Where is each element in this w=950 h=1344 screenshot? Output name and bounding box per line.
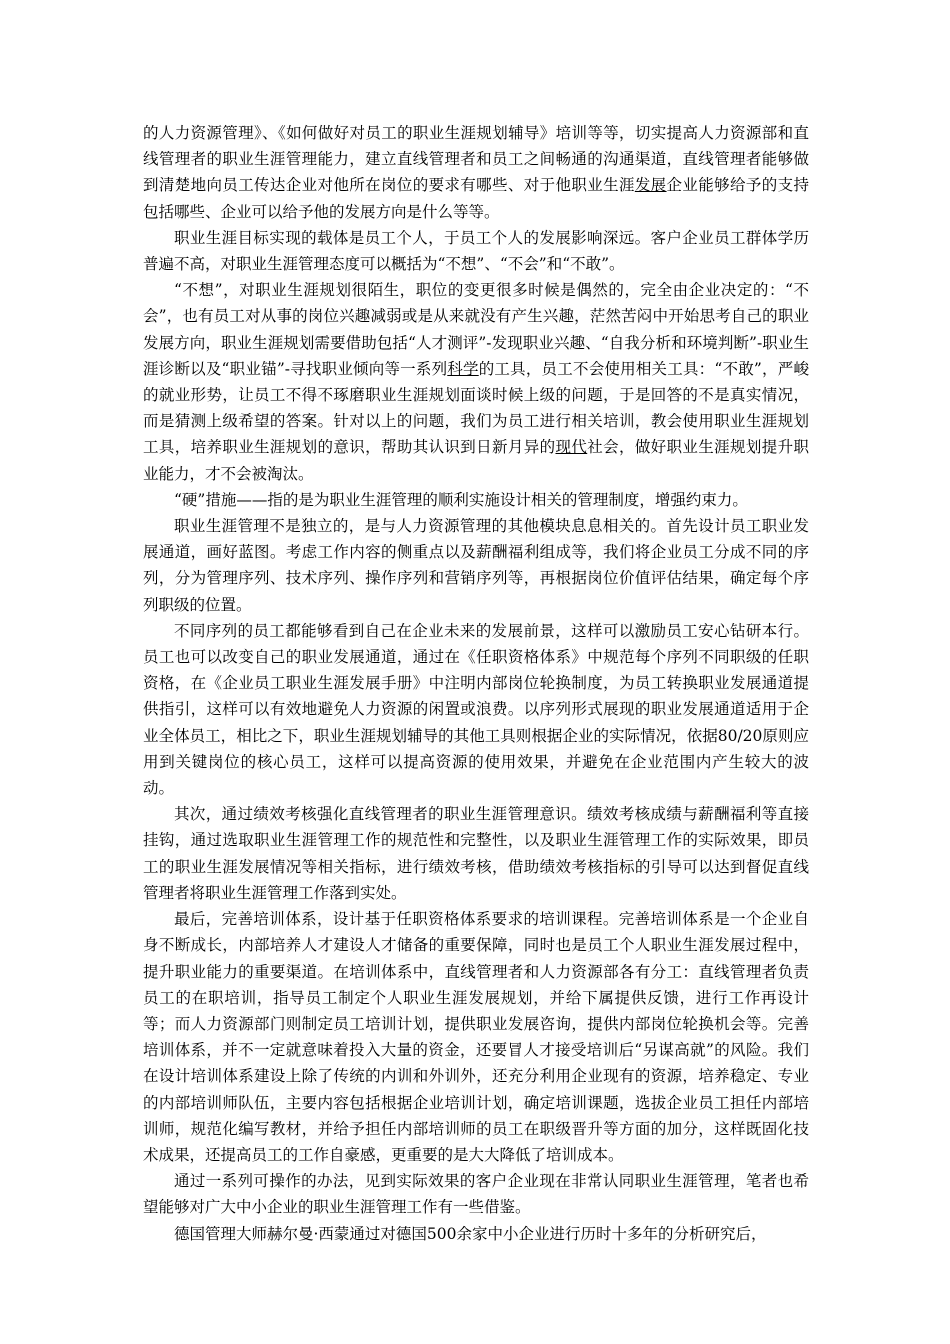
text-run: 企业能够给予的支持包括哪些、企业可以给予他的发展方向是什么等等。 [143,176,809,221]
paragraph-5 [143,513,809,618]
text-run: 职业生涯管理不是独立的，是与人力资源管理的其他模块息息相关的。首先设计员工职业发展通道，画好蓝图。考虑工作内容的侧重点以及薪酬福利组成等，我们将企业员工分成不同的序列，分为管理序列、技术序列、操作序列和营销序列等，再根据岗位价值评估结果，确定每个序列职级的位置。 [143,517,809,614]
paragraph-4 [143,487,809,513]
paragraph-3 [143,277,809,487]
paragraph-7 [143,801,809,906]
paragraph-1 [143,120,809,225]
text-run: 通过一系列可操作的办法，见到实际效果的客户企业现在非常认同职业生涯管理，笔者也希望能够对广大中小企业的职业生涯管理工作有一些借鉴。 [143,1172,809,1217]
text-run: “不想”，对职业生涯规划很陌生，职位的变更很多时候是偶然的，完全由企业决定的：“不会”，也有员工对从事的岗位兴趣减弱或是从来就没有产生兴趣，茫然苦闷中开始思考自己的职业发展方向，职业生涯规划需要借助包括“人才测评”-发现职业兴趣、“自我分析和环境判断”-职业生涯诊断以及“职业锚”-寻找职业倾向等一系列 [143,281,809,378]
text-run: 职业生涯目标实现的载体是员工个人，于员工个人的发展影响深远。客户企业员工群体学历普遍不高，对职业生涯管理态度可以概括为“不想”、“不会”和“不敢”。 [143,228,809,274]
text-run: 的工具，员工不会使用相关工具：“不敢”，严峻的就业形势，让员工不得不琢磨职业生涯规划面谈时候上级的问题，于是回答的不是真实情况，而是猜测上级希望的答案。针对以上的问题，我们为员工进行相关培训，教会使用职业生涯规划工具，培养职业生涯规划的意识，帮助其认识到日新月异的 [143,359,809,457]
paragraph-9 [143,1168,809,1220]
link-xiandai[interactable]: 现代 [555,438,588,457]
paragraph-8 [143,906,809,1168]
text-run: 德国管理大师赫尔曼·西蒙通过对德国500余家中小企业进行历时十多年的分析研究后， [174,1224,767,1243]
document-page [143,120,809,1247]
text-run: 其次，通过绩效考核强化直线管理者的职业生涯管理意识。绩效考核成绩与薪酬福利等直接挂钩，通过选取职业生涯管理工作的规范性和完整性，以及职业生涯管理工作的实际效果，即员工的职业生涯发展情况等相关指标，进行绩效考核，借助绩效考核指标的引导可以达到督促直线管理者将职业生涯管理工作落到实处。 [143,805,809,902]
text-run: 最后，完善培训体系，设计基于任职资格体系要求的培训课程。完善培训体系是一个企业自身不断成长，内部培养人才建设人才储备的重要保障，同时也是员工个人职业生涯发展过程中，提升职业能力的重要渠道。在培训体系中，直线管理者和人力资源部各有分工：直线管理者负责员工的在职培训，指导员工制定个人职业生涯发展规划，并给下属提供反馈，进行工作再设计等；而人力资源部门则制定员工培训计划，提供职业发展咨询，提供内部岗位轮换机会等。完善培训体系，并不一定就意味着投入大量的资金，还要冒人才接受培训后“另谋高就”的风险。我们在设计培训体系建设上除了传统的内训和外训外，还充分利用企业现有的资源，培养稳定、专业的内部培训师队伍，主要内容包括根据企业培训计划，确定培训课题，选拔企业员工担任内部培训师，规范化编写教材，并给予担任内部培训师的员工在职级晋升等方面的加分，这样既固化技术成果，还提高员工的工作自豪感，更重要的是大大降低了培训成本。 [143,910,809,1164]
text-run: “硬”措施——指的是为职业生涯管理的顺利实施设计相关的管理制度，增强约束力。 [174,490,748,509]
link-kexue[interactable]: 科学 [447,359,479,378]
paragraph-6 [143,618,809,801]
paragraph-2 [143,225,809,277]
paragraph-10 [143,1221,809,1247]
text-run: 不同序列的员工都能够看到自己在企业未来的发展前景，这样可以激励员工安心钻研本行。员工也可以改变自己的职业发展通道，通过在《任职资格体系》中规范每个序列不同职级的任职资格，在《企业员工职业生涯发展手册》中注明内部岗位轮换制度，为员工转换职业发展通道提供指引，这样可以有效地避免人力资源的闲置或浪费。以序列形式展现的职业发展通道适用于企业全体员工，相比之下，职业生涯规划辅导的其他工具则根据企业的实际情况，依据80/20原则应用到关键岗位的核心员工，这样可以提高资源的使用效果，并避免在企业范围内产生较大的波动。 [143,621,809,798]
text-run: 的人力资源管理》、《如何做好对员工的职业生涯规划辅导》培训等等，切实提高人力资源部和直线管理者的职业生涯管理能力，建立直线管理者和员工之间畅通的沟通渠道，直线管理者能够做到清楚地向员工传达企业对他所在岗位的要求有哪些、对于他职业生涯 [143,124,809,195]
link-fazhan[interactable]: 发展 [634,176,667,195]
text-run: 社会，做好职业生涯规划提升职业能力，才不会被淘汰。 [143,438,809,483]
